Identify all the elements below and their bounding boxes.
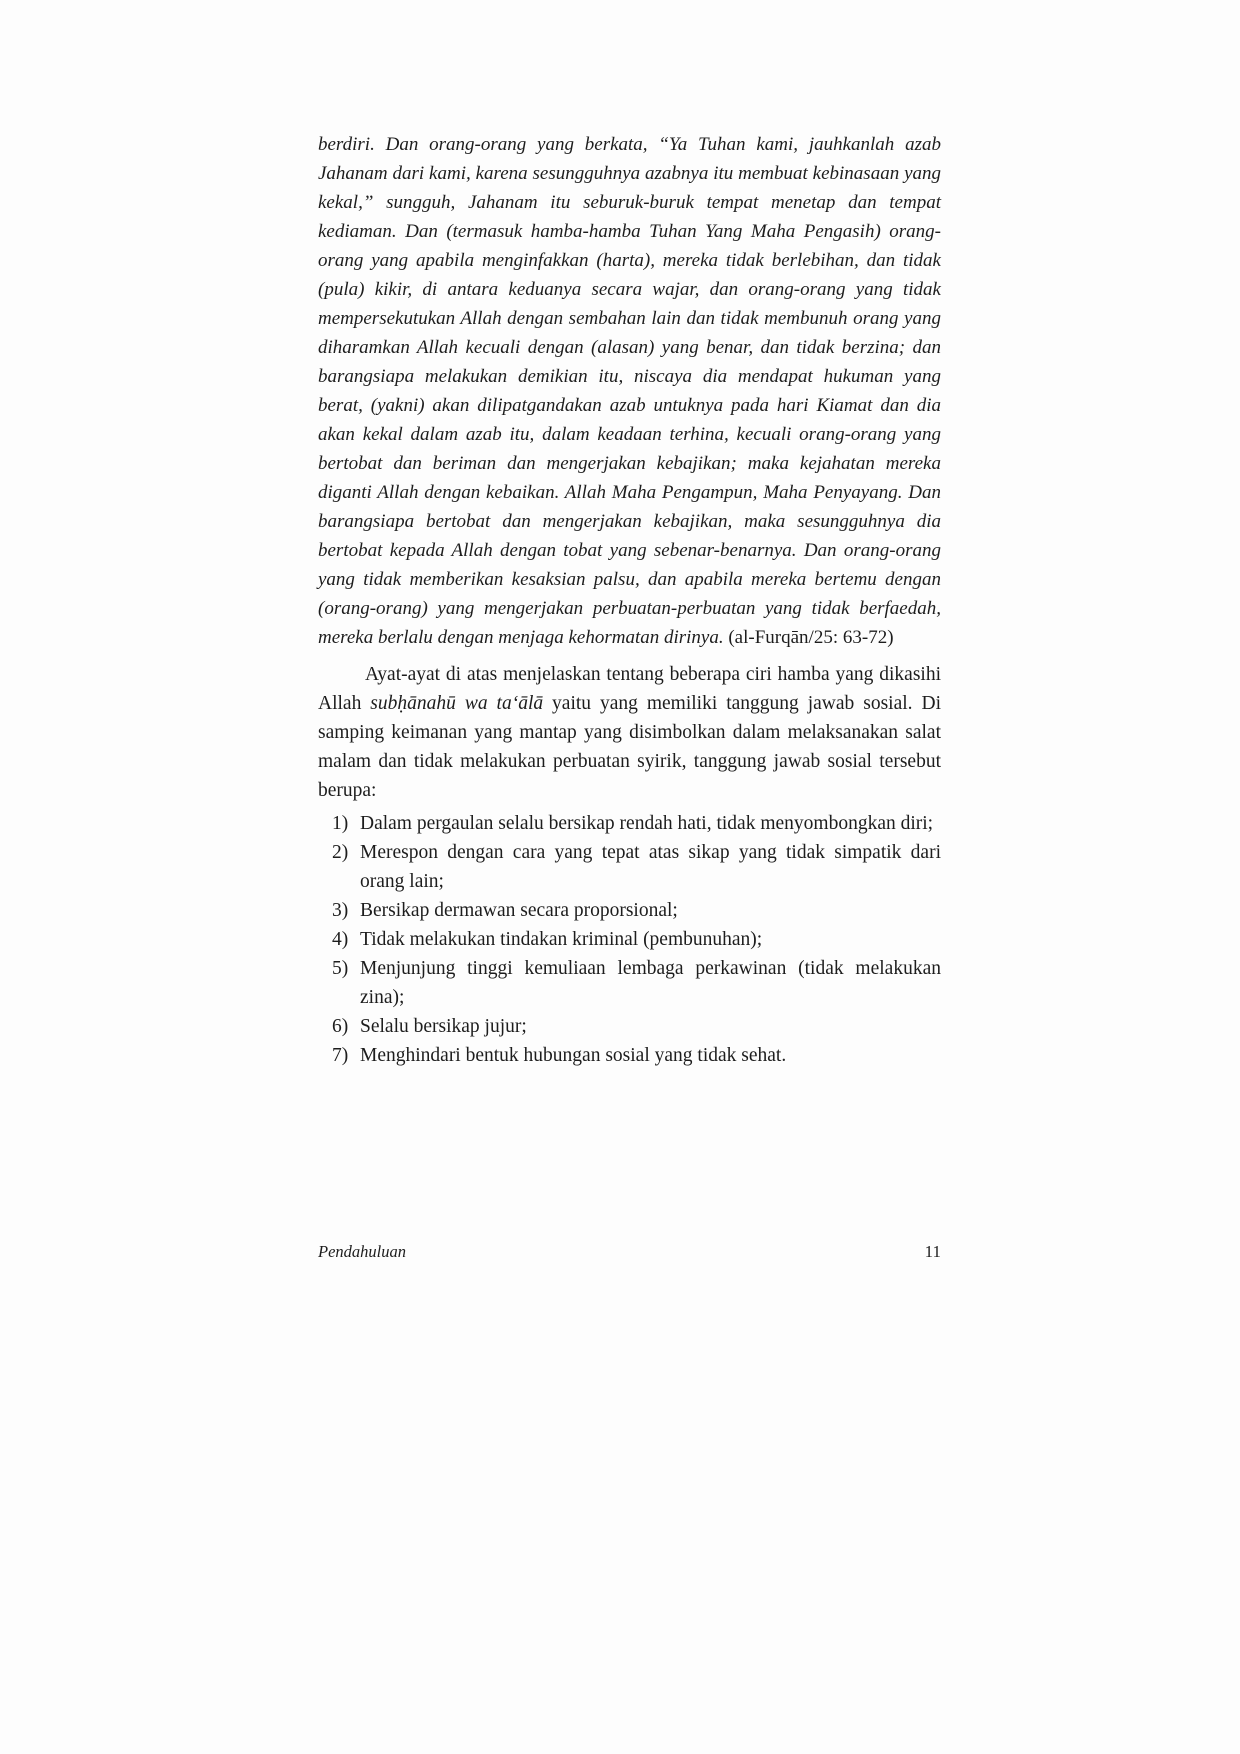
list-item: [318, 1041, 941, 1070]
page-footer: [318, 1242, 941, 1262]
list-item-marker: 3): [332, 900, 349, 921]
paragraph-lead-text: Ayat-ayat di atas menjelaskan tentang beberapa ciri hamba yang dikasihi Allah: [318, 664, 941, 714]
list-item: [318, 809, 941, 838]
list-item-marker: 1): [332, 813, 349, 834]
footer-page-number: 11: [924, 1242, 941, 1261]
list-item: [318, 954, 941, 1012]
footer-section-title: Pendahuluan: [318, 1242, 406, 1261]
text-block: [318, 130, 941, 1070]
list-item: [318, 896, 941, 925]
list-item-marker: 5): [332, 958, 349, 979]
paragraph-rest-text: yaitu yang memiliki tanggung jawab sosial. Di samping keimanan yang mantap yang disimbolkan dalam melaksanakan salat malam dan tidak melakukan perbuatan syirik, tanggung jawab sosial tersebut berupa:: [318, 693, 941, 801]
list-item-marker: 4): [332, 929, 349, 950]
body-paragraph: [318, 660, 941, 805]
arabic-transliteration-phrase: subḥānahū wa ta‘ālā: [370, 693, 544, 714]
list-item: [318, 838, 941, 896]
list-item-text: Menghindari bentuk hubungan sosial yang tidak sehat.: [360, 1045, 787, 1066]
list-item-text: Selalu bersikap jujur;: [360, 1016, 527, 1037]
list-item-text: Merespon dengan cara yang tepat atas sikap yang tidak simpatik dari orang lain;: [360, 842, 941, 892]
list-item: [318, 1012, 941, 1041]
list-item-text: Bersikap dermawan secara proporsional;: [360, 900, 678, 921]
list-item-marker: 2): [332, 842, 349, 863]
quote-body-text: berdiri. Dan orang-orang yang berkata, “Ya Tuhan kami, jauhkanlah azab Jahanam dari kami, karena sesungguhnya azabnya itu membuat kebinasaan yang kekal,” sungguh, Jahanam itu seburuk-buruk tempat menetap dan tempat kediaman. Dan (termasuk hamba-hamba Tuhan Yang Maha Pengasih) orang-orang yang apabila menginfakkan (harta), mereka tidak berlebihan, dan tidak (pula) kikir, di antara keduanya secara wajar, dan orang-orang yang tidak mempersekutukan Allah dengan sembahan lain dan tidak membunuh orang yang diharamkan Allah kecuali dengan (alasan) yang benar, dan tidak berzina; dan barangsiapa melakukan demikian itu, niscaya dia mendapat hukuman yang berat, (yakni) akan dilipatgandakan azab untuknya pada hari Kiamat dan dia akan kekal dalam azab itu, dalam keadaan terhina, kecuali orang-orang yang bertobat dan beriman dan mengerjakan kebajikan; maka kejahatan mereka diganti Allah dengan kebaikan. Allah Maha Pengampun, Maha Penyayang. Dan barangsiapa bertobat dan mengerjakan kebajikan, maka sesungguhnya dia bertobat kepada Allah dengan tobat yang sebenar-benarnya. Dan orang-orang yang tidak memberikan kesaksian palsu, dan apabila mereka bertemu dengan (orang-orang) yang mengerjakan perbuatan-perbuatan yang tidak berfaedah, mereka berlalu dengan menjaga kehormatan dirinya.: [318, 134, 941, 648]
list-item-marker: 7): [332, 1045, 349, 1066]
list-item: [318, 925, 941, 954]
quote-citation: (al-Furqān/25: 63-72): [728, 627, 894, 648]
list-item-text: Tidak melakukan tindakan kriminal (pembunuhan);: [360, 929, 763, 950]
numbered-list: [318, 809, 941, 1070]
list-item-text: Dalam pergaulan selalu bersikap rendah hati, tidak menyombongkan diri;: [360, 813, 934, 834]
list-item-marker: 6): [332, 1016, 349, 1037]
list-item-text: Menjunjung tinggi kemuliaan lembaga perkawinan (tidak melakukan zina);: [360, 958, 941, 1008]
quran-translation-quote: [318, 130, 941, 652]
